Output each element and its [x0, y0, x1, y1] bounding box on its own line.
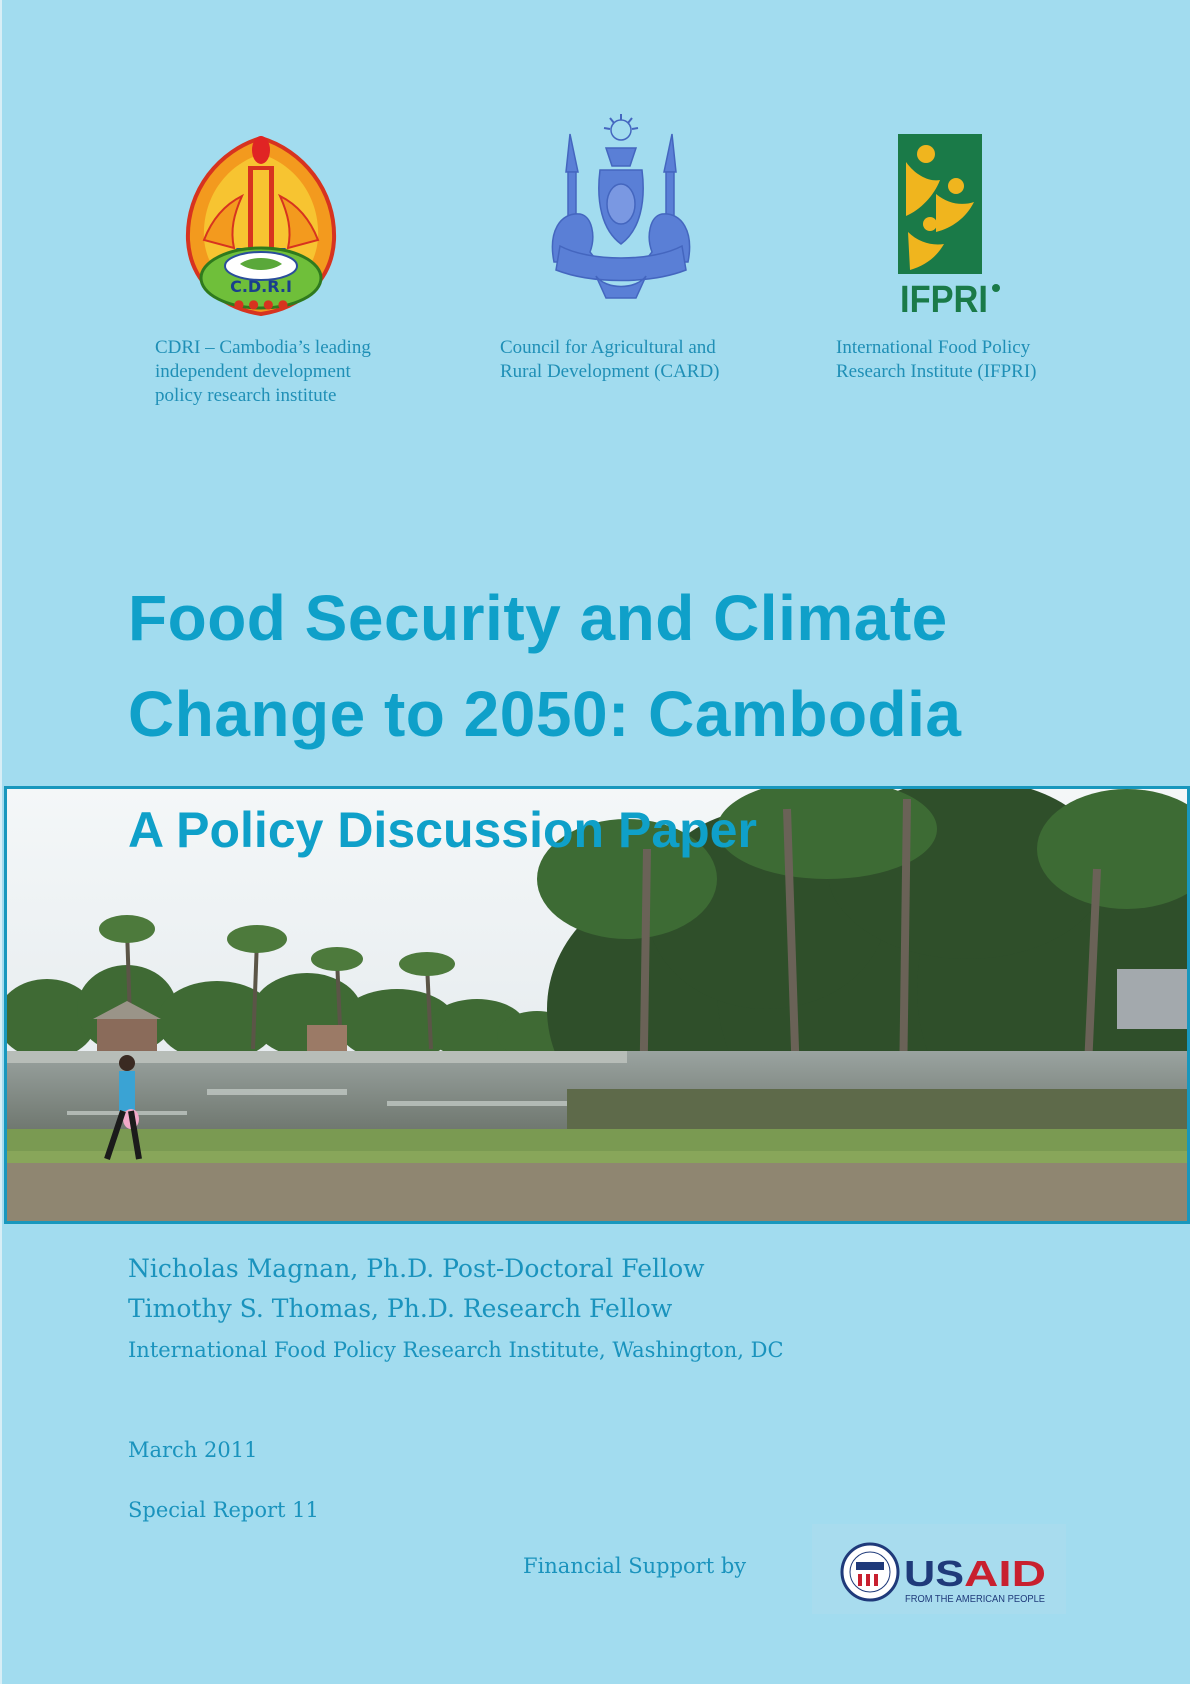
financial-support-label: Financial Support by — [523, 1554, 747, 1578]
ifpri-caption: International Food Policy Research Institute (IFPRI) — [836, 337, 1037, 382]
report-title-line1: Food Security and Climate — [128, 582, 948, 654]
report-subtitle: A Policy Discussion Paper — [128, 802, 757, 858]
cdri-caption: CDRI – Cambodia’s leading independent development policy research institute — [155, 337, 371, 406]
card-caption: Council for Agricultural and Rural Development (CARD) — [500, 337, 720, 382]
ifpri-logo — [896, 132, 1008, 322]
card-coat-of-arms — [540, 112, 702, 302]
cdri-seal-text: C.D.R.I — [230, 277, 292, 296]
svg-text:● ● ● ●: ● ● ● ● — [233, 297, 289, 311]
author-1: Nicholas Magnan, Ph.D. Post-Doctoral Fellow — [128, 1254, 705, 1283]
cdri-logo — [180, 130, 342, 320]
report-title-line2: Change to 2050: Cambodia — [128, 678, 962, 750]
report-number: Special Report 11 — [128, 1498, 319, 1522]
usaid-name-us: US — [904, 1553, 964, 1594]
ifpri-logo-text: IFPRI — [900, 279, 988, 321]
author-2: Timothy S. Thomas, Ph.D. Research Fellow — [128, 1294, 673, 1323]
usaid-logo — [812, 1524, 1066, 1614]
publication-date: March 2011 — [128, 1438, 258, 1462]
affiliation: International Food Policy Research Institute, Washington, DC — [128, 1338, 784, 1362]
usaid-tagline: FROM THE AMERICAN PEOPLE — [905, 1594, 1046, 1605]
usaid-name-aid: AID — [964, 1553, 1046, 1594]
